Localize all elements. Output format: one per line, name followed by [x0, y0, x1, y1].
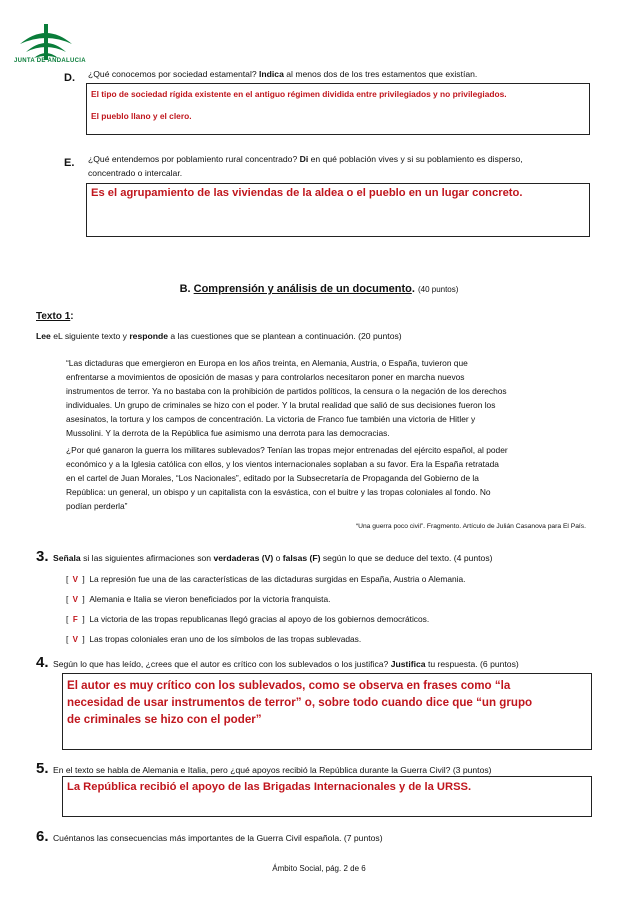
answer-e-text: Es el agrupamiento de las viviendas de la aldea o el pueblo en un lugar concreto.: [91, 187, 523, 199]
statement-row: [ F ] La victoria de las tropas republicanas llegó gracias al apoyo de los gobiernos democráticos.: [66, 614, 430, 624]
question-e-text: ¿Qué entendemos por poblamiento rural concentrado? Di en qué población vives y si su poblamiento es disperso, concentrado o intercalar.: [88, 154, 523, 178]
page-footer: Ámbito Social, pág. 2 de 6: [272, 864, 366, 873]
statement-row: [ V ] Alemania e Italia se vieron beneficiados por la victoria franquista.: [66, 594, 331, 604]
answer-d-line1: El tipo de sociedad rígida existente en el antiguo régimen dividida entre privilegiados y no privilegiados.: [91, 89, 507, 99]
quote-paragraph-1: “Las dictaduras que emergieron en Europa en los años treinta, en Alemania, Austria, o España, tuvieron que enfrentarse a movimientos de oposición de masas y para controlarlos necesitaron poner en marcha nuevos instrumentos de terror. Ya no bastaba con la prohibición de partidos políticos, la censura o la negación de los derechos individuales. Un grupo de criminales se hizo con el poder. Y la brutal realidad que salió de sus decisiones fueron los asesinatos, la tortura y los campos de concentración. La victoria de Franco fue también una victoria de Hitler y Mussolini. Y la derrota de la República fue asimismo una derrota para las democracias.: [66, 358, 507, 438]
statement-row: [ V ] La represión fue una de las características de las dictaduras surgidas en España, Austria o Alemania.: [66, 574, 466, 584]
question-e: [64, 153, 74, 171]
statement-mark[interactable]: V: [72, 595, 78, 604]
answer-5-text: La República recibió el apoyo de las Brigadas Internacionales y de la URSS.: [67, 781, 472, 793]
question-5: 5. En el texto se habla de Alemania e Italia, pero ¿qué apoyos recibió la República durante la Guerra Civil? (3 puntos): [36, 760, 492, 777]
logo-text: JUNTA DE ANDALUCIA: [14, 58, 86, 64]
statement-mark[interactable]: V: [72, 575, 78, 584]
question-d: [64, 68, 75, 86]
question-e-letter: E.: [64, 157, 75, 169]
answer-box-d[interactable]: [86, 83, 590, 135]
answer-box-5[interactable]: [62, 776, 592, 817]
statement-mark[interactable]: F: [72, 615, 78, 624]
texto-1-label: Texto 1:: [36, 311, 74, 322]
answer-d-line2: El pueblo llano y el clero.: [91, 111, 192, 121]
texto-1-instruction: Lee eL siguiente texto y responde a las cuestiones que se plantean a continuación. (20 puntos): [36, 331, 402, 341]
answer-box-e[interactable]: [86, 183, 590, 237]
question-d-text: ¿Qué conocemos por sociedad estamental? Indica al menos dos de los tres estamentos que existían.: [88, 69, 478, 79]
section-b-title: B. Comprensión y análisis de un documento. (40 puntos): [179, 283, 459, 295]
question-4: 4. Según lo que has leído, ¿crees que el autor es crítico con los sublevados o los justifica? Justifica tu respuesta. (6 puntos): [36, 654, 519, 671]
question-d-letter: D.: [64, 72, 75, 84]
statement-mark[interactable]: V: [72, 635, 78, 644]
question-3: 3. Señala si las siguientes afirmaciones son verdaderas (V) o falsas (F) según lo que se deduce del texto. (4 puntos): [36, 548, 493, 565]
question-6: 6. Cuéntanos las consecuencias más importantes de la Guerra Civil española. (7 puntos): [36, 828, 383, 845]
answer-box-4[interactable]: [62, 673, 592, 750]
quote-caption: “Una guerra poco civil”. Fragmento. Artículo de Julián Casanova para El País.: [355, 523, 586, 530]
answer-4-text: El autor es muy crítico con los sublevados, como se observa en frases como “la necesidad de usar instrumentos de terror” o, sobre todo cuando dice que “un grupo de criminales se hizo con el poder”: [67, 679, 533, 726]
junta-andalucia-logo: [16, 14, 76, 62]
quote-paragraph-2: ¿Por qué ganaron la guerra los militares sublevados? Tenían las tropas mejor entrenadas del ejército español, al poder económico y a la Iglesia católica con ellos, y los vientos internacionales soplaban a su favor. Era la España retratada en el cartel de Juan Morales, “Los Nacionales”, editado por la Subsecretaría de Propaganda del Gobierno de la República: un general, un obispo y un capitalista con la esvástica, con el buitre y las tropas coloniales al fondo. No podían perderla”: [66, 445, 508, 511]
statement-row: [ V ] Las tropas coloniales eran uno de los símbolos de las tropas sublevadas.: [66, 634, 362, 644]
